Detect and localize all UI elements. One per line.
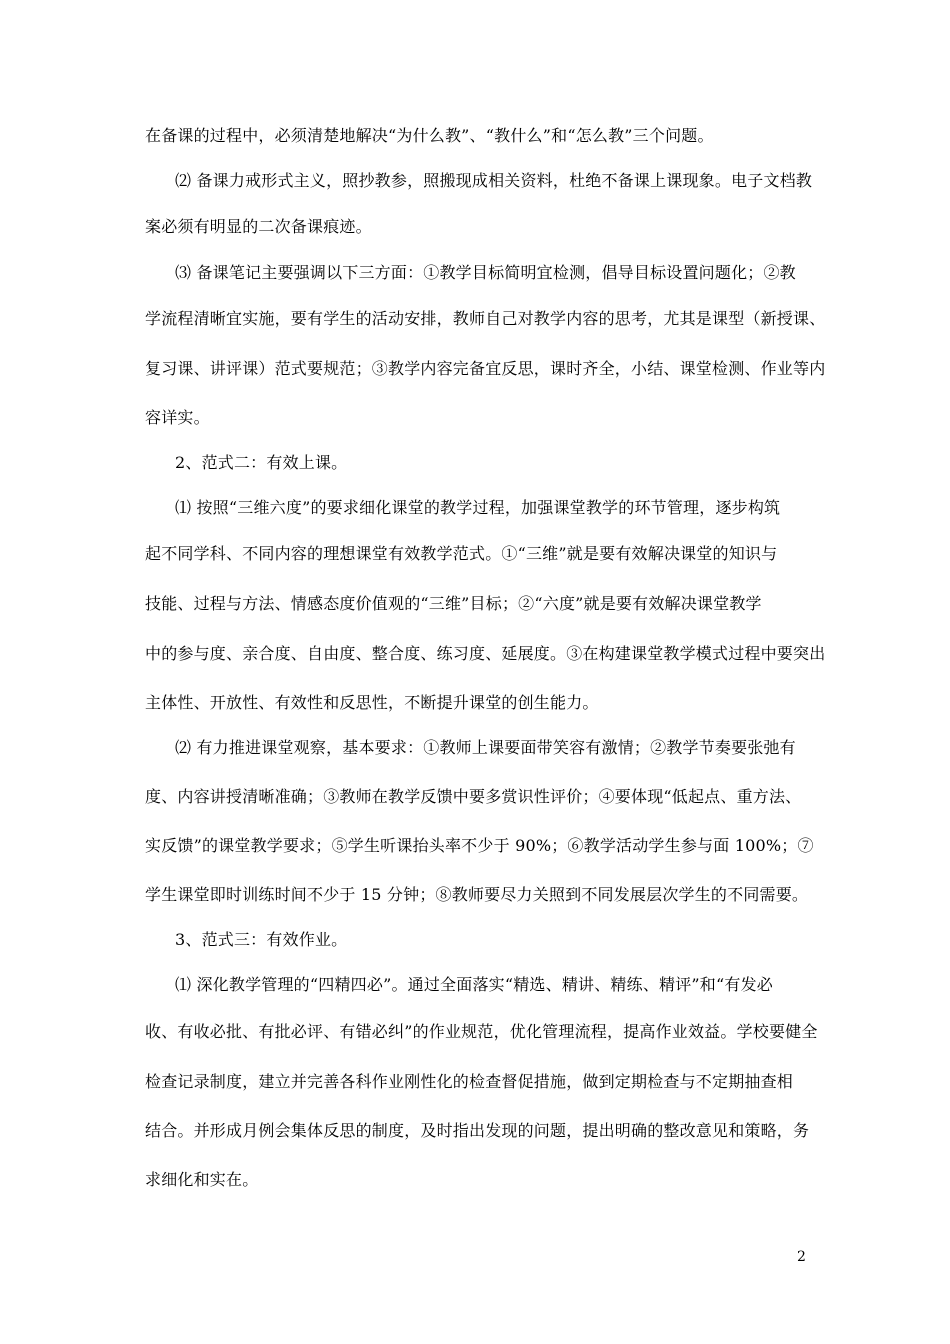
text-line: 检查记录制度，建立并完善各科作业刚性化的检查督促措施，做到定期检查与不定期抽查相 <box>145 1072 794 1091</box>
text-line: 在备课的过程中，必须清楚地解决“为什么教”、“教什么”和“怎么教”三个问题。 <box>145 126 714 145</box>
text-line: 求细化和实在。 <box>145 1170 259 1189</box>
text-line: 案必须有明显的二次备课痕迹。 <box>145 217 372 236</box>
text-line: 收、有收必批、有批必评、有错必纠”的作业规范，优化管理流程，提高作业效益。学校要健全 <box>145 1022 818 1041</box>
text-line: 容详实。 <box>145 408 210 427</box>
text-line: 技能、过程与方法、情感态度价值观的“三维”目标；②“六度”就是要有效解决课堂教学 <box>145 594 762 613</box>
section-heading: 2、范式二：有效上课。 <box>175 453 348 472</box>
text-line: 结合。并形成月例会集体反思的制度，及时指出发现的问题，提出明确的整改意见和策略，务 <box>145 1121 810 1140</box>
text-line: ⑴ 按照“三维六度”的要求细化课堂的教学过程，加强课堂教学的环节管理，逐步构筑 <box>175 498 781 517</box>
text-line: ⑶ 备课笔记主要强调以下三方面：①教学目标简明宜检测，倡导目标设置问题化；②教 <box>175 263 796 282</box>
text-line: ⑵ 有力推进课堂观察，基本要求：①教师上课要面带笑容有激情；②教学节奏要张弛有 <box>175 738 796 757</box>
text-line: 中的参与度、亲合度、自由度、整合度、练习度、延展度。③在构建课堂教学模式过程中要突出 <box>145 644 826 663</box>
text-line: 实反馈”的课堂教学要求；⑤学生听课抬头率不少于 90%；⑥教学活动学生参与面 100%；⑦ <box>145 836 814 855</box>
text-line: 度、内容讲授清晰准确；③教师在教学反馈中要多赏识性评价；④要体现“低起点、重方法、 <box>145 787 802 806</box>
text-line: ⑵ 备课力戒形式主义，照抄教参，照搬现成相关资料，杜绝不备课上课现象。电子文档教 <box>175 171 813 190</box>
text-line: 主体性、开放性、有效性和反思性，不断提升课堂的创生能力。 <box>145 693 599 712</box>
text-line: 起不同学科、不同内容的理想课堂有效教学范式。①“三维”就是要有效解决课堂的知识与 <box>145 544 778 563</box>
section-heading: 3、范式三：有效作业。 <box>175 930 348 949</box>
page-number: 2 <box>797 1249 806 1265</box>
text-line: ⑴ 深化教学管理的“四精四必”。通过全面落实“精选、精讲、精练、精评”和“有发必 <box>175 975 773 994</box>
text-line: 复习课、讲评课）范式要规范；③教学内容完备宜反思，课时齐全，小结、课堂检测、作业等内 <box>145 359 826 378</box>
text-line: 学生课堂即时训练时间不少于 15 分钟；⑧教师要尽力关照到不同发展层次学生的不同需要。 <box>145 885 809 904</box>
text-line: 学流程清晰宜实施，要有学生的活动安排，教师自己对教学内容的思考，尤其是课型（新授课、 <box>145 309 826 328</box>
